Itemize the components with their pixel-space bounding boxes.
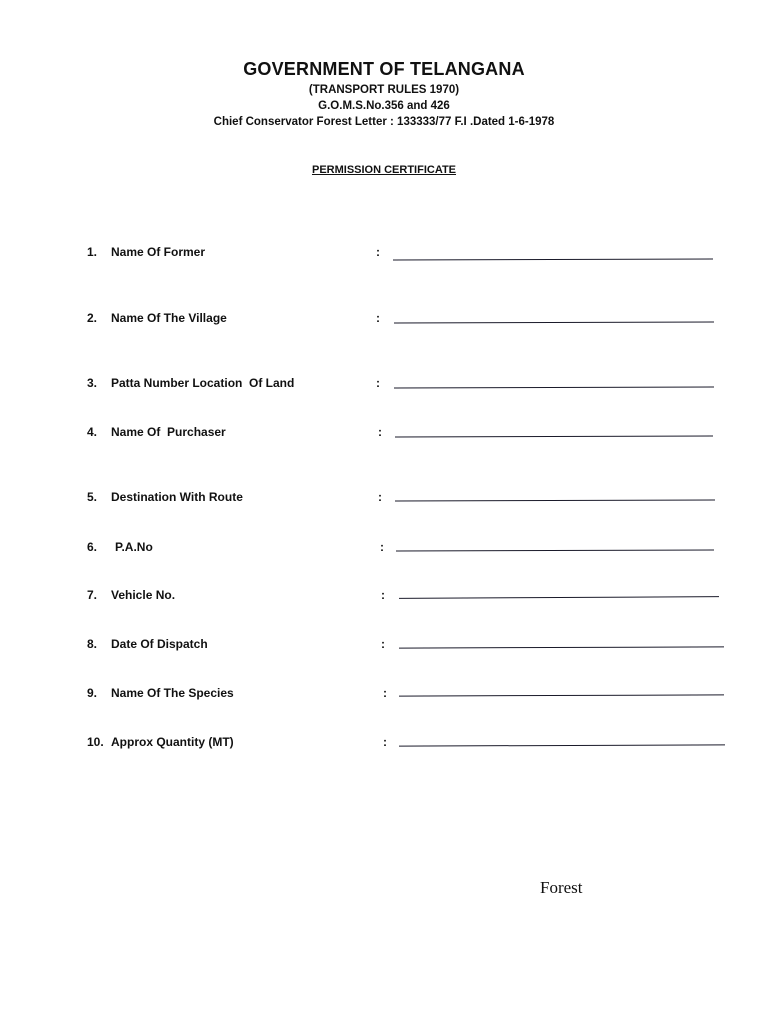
field-label: Destination With Route: [111, 490, 243, 504]
field-number: 8.: [87, 637, 98, 651]
field-label: Approx Quantity (MT): [111, 735, 234, 749]
transport-rules-line: (TRANSPORT RULES 1970): [308, 84, 460, 96]
document-header: [0, 56, 768, 130]
field-name-of-village: [0, 311, 768, 331]
field-label: Patta Number Location Of Land: [111, 376, 295, 390]
government-title: GOVERNMENT OF TELANGANA: [243, 59, 525, 79]
certificate-title-text: PERMISSION CERTIFICATE: [311, 164, 457, 176]
field-label: Name Of Former: [111, 245, 206, 259]
field-colon: :: [381, 588, 385, 602]
field-vehicle-no: [0, 588, 768, 608]
field-colon: :: [378, 425, 382, 439]
field-number: 6.: [87, 540, 98, 554]
field-number: 2.: [87, 311, 98, 325]
field-name-of-former: [0, 245, 768, 265]
goms-line: G.O.M.S.No.356 and 426: [318, 100, 450, 112]
field-patta-number: [0, 376, 768, 396]
field-number: 5.: [87, 490, 98, 504]
field-label: Vehicle No.: [111, 588, 176, 602]
forest-footer-text: Forest: [540, 878, 583, 897]
fill-in-line[interactable]: [399, 694, 724, 696]
field-label: P.A.No: [115, 540, 153, 554]
field-colon: :: [376, 376, 380, 390]
field-number: 3.: [87, 376, 98, 390]
field-colon: :: [378, 490, 382, 504]
field-number: 1.: [87, 245, 98, 259]
field-name-of-species: [0, 686, 768, 706]
field-label: Name Of The Species: [111, 686, 234, 700]
fill-in-line[interactable]: [399, 596, 719, 599]
fill-in-line[interactable]: [395, 499, 715, 501]
fill-in-line[interactable]: [396, 549, 714, 551]
field-name-of-purchaser: [0, 425, 768, 445]
field-date-of-dispatch: [0, 637, 768, 657]
field-label: Date Of Dispatch: [111, 637, 208, 651]
field-colon: :: [383, 735, 387, 749]
field-colon: :: [380, 540, 384, 554]
fill-in-line[interactable]: [399, 744, 725, 746]
field-number: 7.: [87, 588, 98, 602]
field-approx-quantity: [0, 735, 768, 755]
field-number: 10.: [87, 735, 104, 749]
field-colon: :: [376, 245, 380, 259]
field-colon: :: [383, 686, 387, 700]
fill-in-line[interactable]: [395, 435, 713, 437]
fill-in-line[interactable]: [394, 386, 714, 388]
field-number: 9.: [87, 686, 98, 700]
fill-in-line[interactable]: [399, 646, 724, 648]
field-label: Name Of The Village: [111, 311, 227, 325]
field-destination-with-route: [0, 490, 768, 510]
fill-in-line[interactable]: [394, 321, 714, 323]
certificate-title: [0, 164, 768, 176]
conservator-letter-line: Chief Conservator Forest Letter : 133333/77 F.I .Dated 1-6-1978: [213, 116, 555, 128]
field-number: 4.: [87, 425, 98, 439]
fill-in-line[interactable]: [393, 258, 713, 260]
field-pa-no: [0, 540, 768, 560]
field-colon: :: [376, 311, 380, 325]
field-colon: :: [381, 637, 385, 651]
field-label: Name Of Purchaser: [111, 425, 226, 439]
